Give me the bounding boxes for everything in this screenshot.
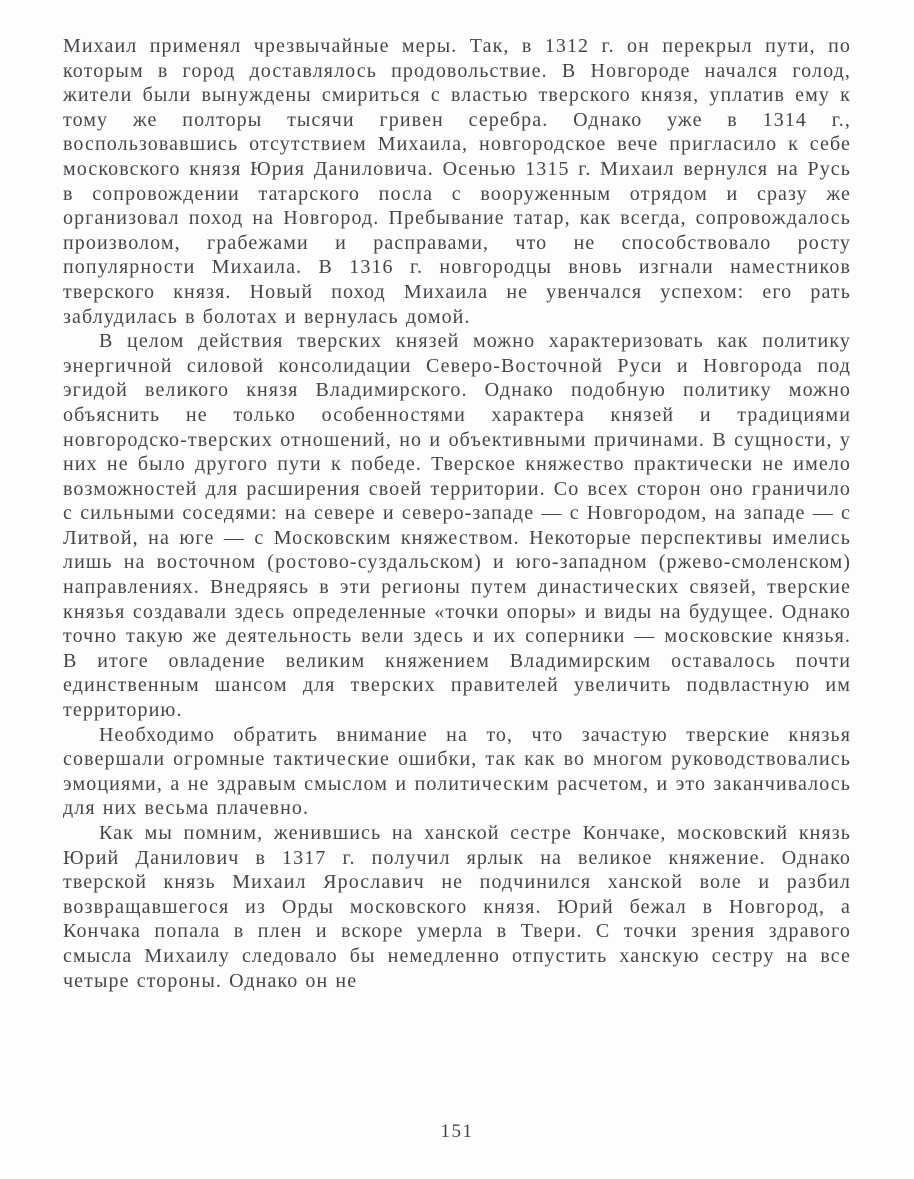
page-number: 151: [440, 1121, 474, 1142]
paragraph-3: Необходимо обратить внимание на то, что зачастую тверские князья совершали огромные тактические ошибки, так как во многом руководствовались эмоциями, а не здравым смыслом и политическим расчетом, и это заканчивалось для них весьма плачевно.: [63, 723, 851, 820]
paragraph-4: Как мы помним, женившись на ханской сестре Кончаке, московский князь Юрий Данилович в 1317 г. получил ярлык на великое княжение. Однако тверской князь Михаил Ярославич не подчинился ханской воле и разбил возвращавшегося из Орды московского князя. Юрий бежал в Новгород, а Кончака попала в плен и вскоре умерла в Твери. С точки зрения здравого смысла Михаилу следовало бы немедленно отпустить ханскую сестру на все четыре стороны. Однако он не: [63, 822, 851, 992]
paragraph-2: В целом действия тверских князей можно характеризовать как политику энергичной силовой консолидации Северо-Восточной Руси и Новгорода под эгидой великого князя Владимирского. Однако подобную политику можно объяснить не только особенностями характера князей и традициями новгородско-тверских отношений, но и объективными причинами. В сущности, у них не было другого пути к победе. Тверское княжество практически не имело возможностей для расширения своей территории. Со всех сторон оно граничило с сильными соседями: на севере и северо-западе — с Новгородом, на западе — с Литвой, на юге — с Московским княжеством. Некоторые перспективы имелись лишь на восточном (ростово-суздальском) и юго-западном (ржево-смоленском) направлениях. Внедряясь в эти регионы путем династических связей, тверские князья создавали здесь определенные «точки опоры» и виды на будущее. Однако точно такую же деятельность вели здесь и их соперники — московские князья. В итоге овладение великим княжением Владимирским оставалось почти единственным шансом для тверских правителей увеличить подвластную им территорию.: [63, 330, 851, 722]
paragraph-1: Михаил применял чрезвычайные меры. Так, в 1312 г. он перекрыл пути, по которым в город доставлялось продовольствие. В Новгороде начался голод, жители были вынуждены смириться с властью тверского князя, уплатив ему к тому же полторы тысячи гривен серебра. Однако уже в 1314 г., воспользовавшись отсутствием Михаила, новгородское вече пригласило к себе московского князя Юрия Даниловича. Осенью 1315 г. Михаил вернулся на Русь в сопровождении татарского посла с вооруженным отрядом и сразу же организовал поход на Новгород. Пребывание татар, как всегда, сопровождалось произволом, грабежами и расправами, что не способствовало росту популярности Михаила. В 1316 г. новгородцы вновь изгнали наместников тверского князя. Новый поход Михаила не увенчался успехом: его рать заблудилась в болотах и вернулась домой.: [63, 35, 851, 328]
text-block: [63, 34, 851, 993]
